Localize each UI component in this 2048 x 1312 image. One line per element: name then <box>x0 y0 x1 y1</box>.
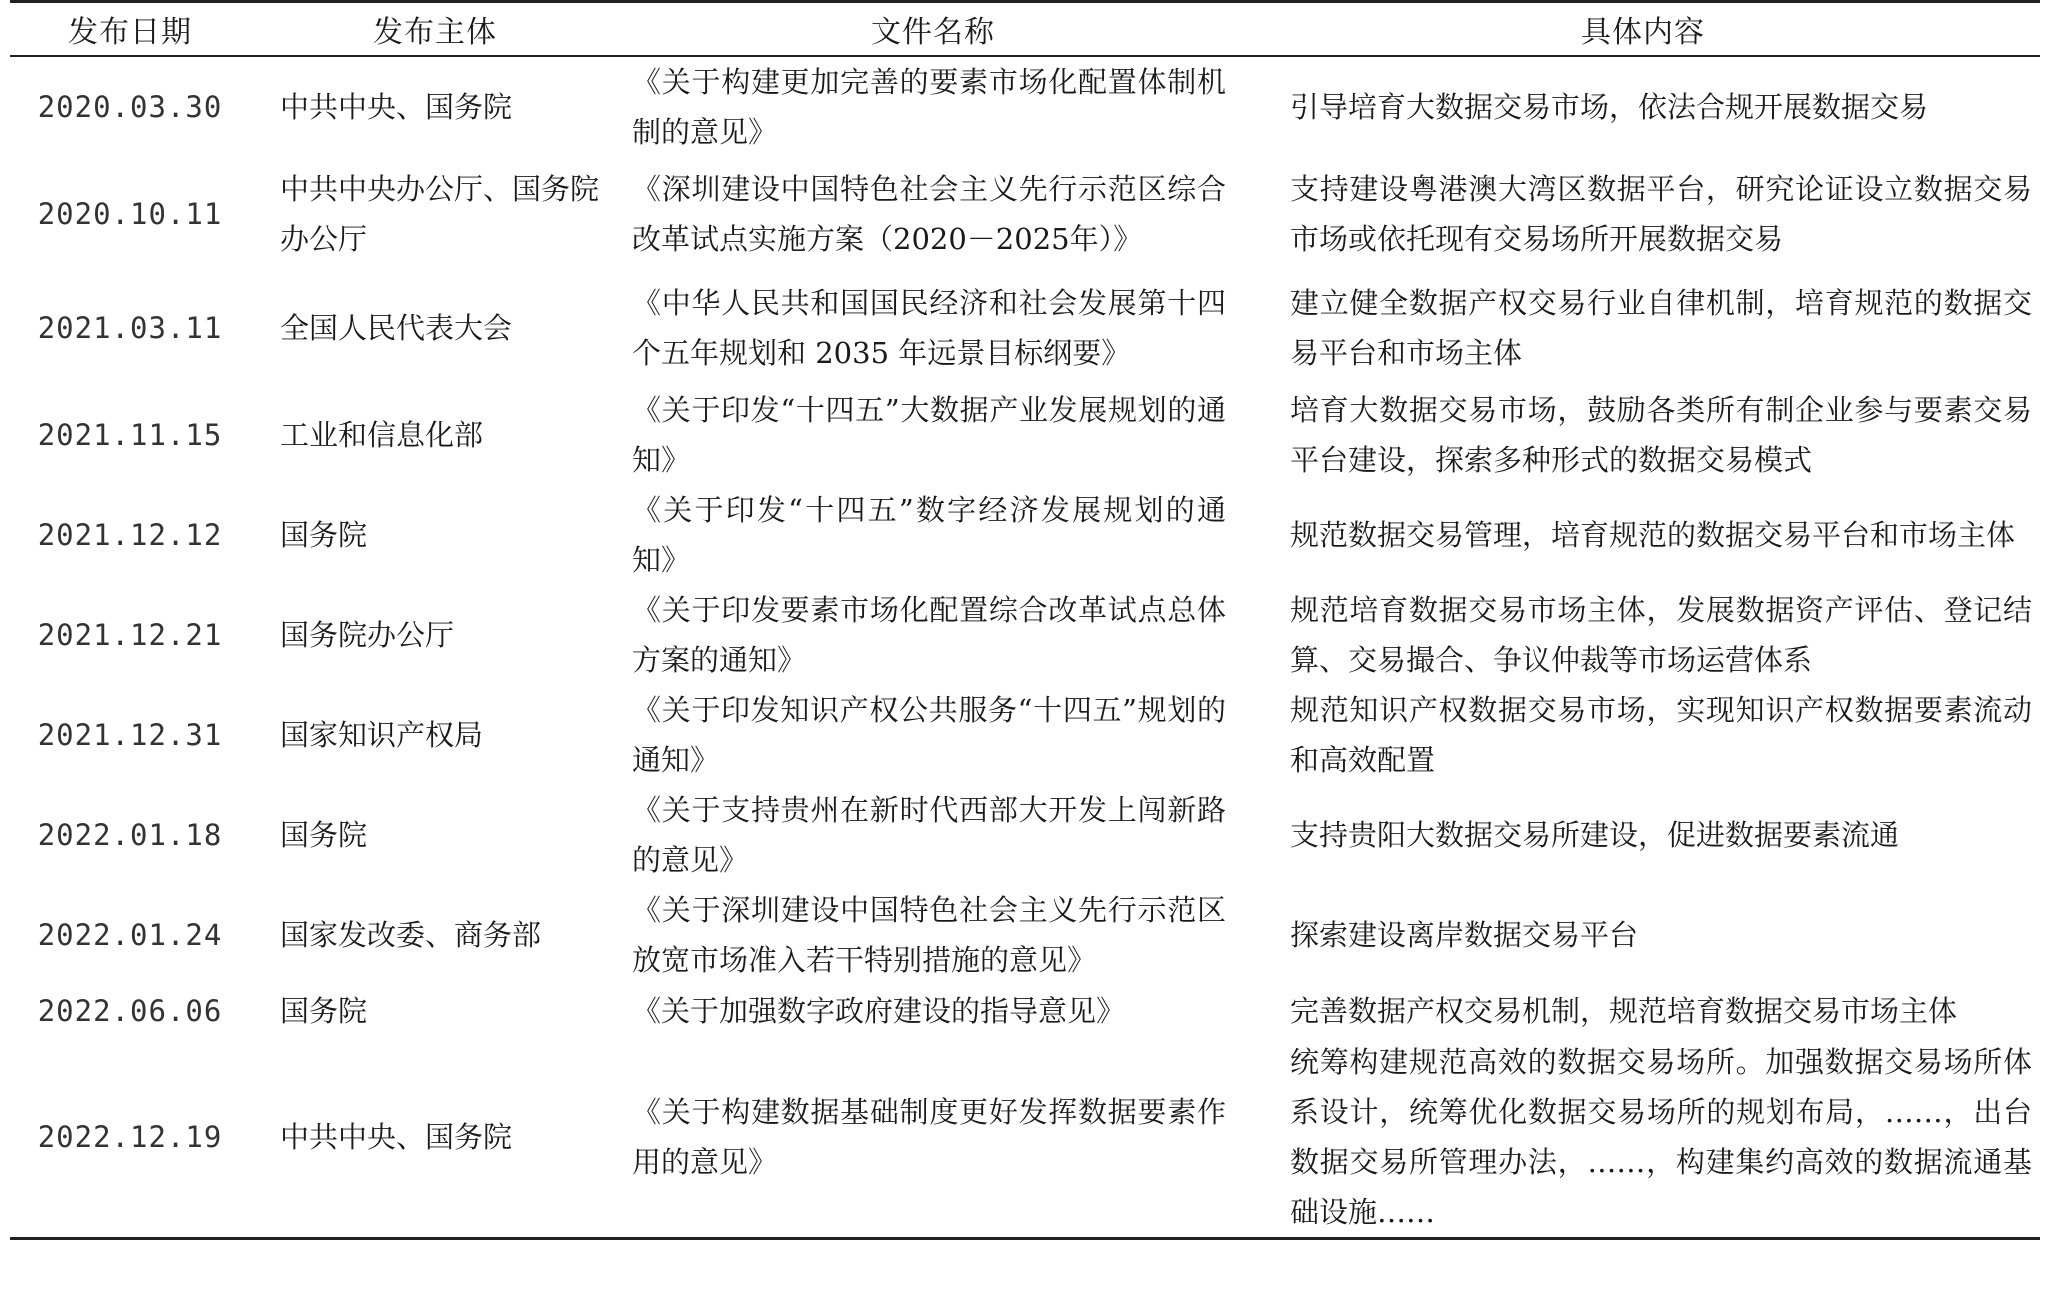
table-row <box>10 1037 2040 1239</box>
cell-issuer: 国务院 <box>280 818 368 852</box>
cell-document: 《关于构建更加完善的要素市场化配置体制机制的意见》 <box>632 65 1226 149</box>
cell-document: 《关于加强数字政府建设的指导意见》 <box>632 994 1126 1028</box>
cell-content: 引导培育大数据交易市场，依法合规开展数据交易 <box>1290 90 1929 124</box>
cell-issuer: 国家知识产权局 <box>280 718 484 752</box>
cell-content: 支持建设粤港澳大湾区数据平台，研究论证设立数据交易市场或依托现有交易场所开展数据交易 <box>1290 172 2032 256</box>
cell-issuer: 国务院办公厅 <box>280 618 455 652</box>
cell-issuer: 中共中央、国务院 <box>250 1037 620 1239</box>
cell-content: 完善数据产权交易机制，规范培育数据交易市场主体 <box>1290 994 1958 1028</box>
table-row <box>10 685 2040 785</box>
cell-content: 支持贵阳大数据交易所建设，促进数据要素流通 <box>1290 818 1900 852</box>
cell-date: 2021.12.12 <box>37 518 223 552</box>
cell-date: 2021.12.31 <box>37 718 223 752</box>
cell-date: 2021.11.15 <box>37 418 223 452</box>
cell-document: 《关于印发“十四五”大数据产业发展规划的通知》 <box>632 393 1226 477</box>
cell-date: 2020.10.11 <box>37 197 223 231</box>
cell-content: 培育大数据交易市场，鼓励各类所有制企业参与要素交易平台建设，探索多种形式的数据交易模式 <box>1290 393 2032 477</box>
header-date: 发布日期 <box>10 2 250 57</box>
cell-issuer: 工业和信息化部 <box>280 418 484 452</box>
cell-issuer: 全国人民代表大会 <box>280 311 513 345</box>
table-row <box>10 585 2040 685</box>
cell-content: 规范数据交易管理，培育规范的数据交易平台和市场主体 <box>1290 518 2016 552</box>
cell-issuer: 中共中央办公厅、国务院办公厅 <box>280 172 600 256</box>
table-row <box>10 885 2040 985</box>
header-content: 具体内容 <box>1246 2 2040 57</box>
cell-date: 2022.01.24 <box>37 918 223 952</box>
table-row <box>10 985 2040 1037</box>
cell-date: 2020.03.30 <box>37 90 223 124</box>
cell-document: 《中华人民共和国国民经济和社会发展第十四个五年规划和 2035 年远景目标纲要》 <box>632 286 1226 370</box>
cell-document: 《关于深圳建设中国特色社会主义先行示范区放宽市场准入若干特别措施的意见》 <box>632 893 1226 977</box>
cell-content: 建立健全数据产权交易行业自律机制，培育规范的数据交易平台和市场主体 <box>1290 286 2032 370</box>
cell-document: 《关于印发要素市场化配置综合改革试点总体方案的通知》 <box>632 593 1226 677</box>
cell-issuer: 国务院 <box>280 994 368 1028</box>
cell-date: 2022.12.19 <box>10 1037 250 1239</box>
cell-date: 2021.03.11 <box>37 311 223 345</box>
table-row <box>10 785 2040 885</box>
cell-date: 2022.06.06 <box>37 994 223 1028</box>
cell-document: 《关于印发知识产权公共服务“十四五”规划的通知》 <box>632 693 1226 777</box>
header-row <box>10 2 2040 57</box>
table-row <box>10 385 2040 485</box>
cell-issuer: 国家发改委、商务部 <box>280 918 542 952</box>
cell-content: 统筹构建规范高效的数据交易场所。加强数据交易场所体系设计，统筹优化数据交易场所的规划布局，……，出台数据交易所管理办法，……，构建集约高效的数据流通基础设施…… <box>1246 1037 2040 1239</box>
table-row <box>10 485 2040 585</box>
cell-document: 《关于支持贵州在新时代西部大开发上闯新路的意见》 <box>632 793 1226 877</box>
cell-document: 《关于构建数据基础制度更好发挥数据要素作用的意见》 <box>620 1037 1246 1239</box>
policy-table <box>10 0 2040 1240</box>
cell-content: 规范知识产权数据交易市场，实现知识产权数据要素流动和高效配置 <box>1290 693 2032 777</box>
cell-document: 《深圳建设中国特色社会主义先行示范区综合改革试点实施方案（2020－2025年）》 <box>632 172 1226 256</box>
cell-date: 2022.01.18 <box>37 818 223 852</box>
header-issuer: 发布主体 <box>250 2 620 57</box>
header-document: 文件名称 <box>620 2 1246 57</box>
cell-date: 2021.12.21 <box>37 618 223 652</box>
table-row <box>10 157 2040 271</box>
cell-issuer: 国务院 <box>280 518 368 552</box>
table-row <box>10 56 2040 157</box>
cell-document: 《关于印发“十四五”数字经济发展规划的通知》 <box>632 493 1226 577</box>
cell-issuer: 中共中央、国务院 <box>280 90 513 124</box>
cell-content: 探索建设离岸数据交易平台 <box>1290 918 1639 952</box>
table-row <box>10 271 2040 385</box>
cell-content: 规范培育数据交易市场主体，发展数据资产评估、登记结算、交易撮合、争议仲裁等市场运营体系 <box>1290 593 2032 677</box>
